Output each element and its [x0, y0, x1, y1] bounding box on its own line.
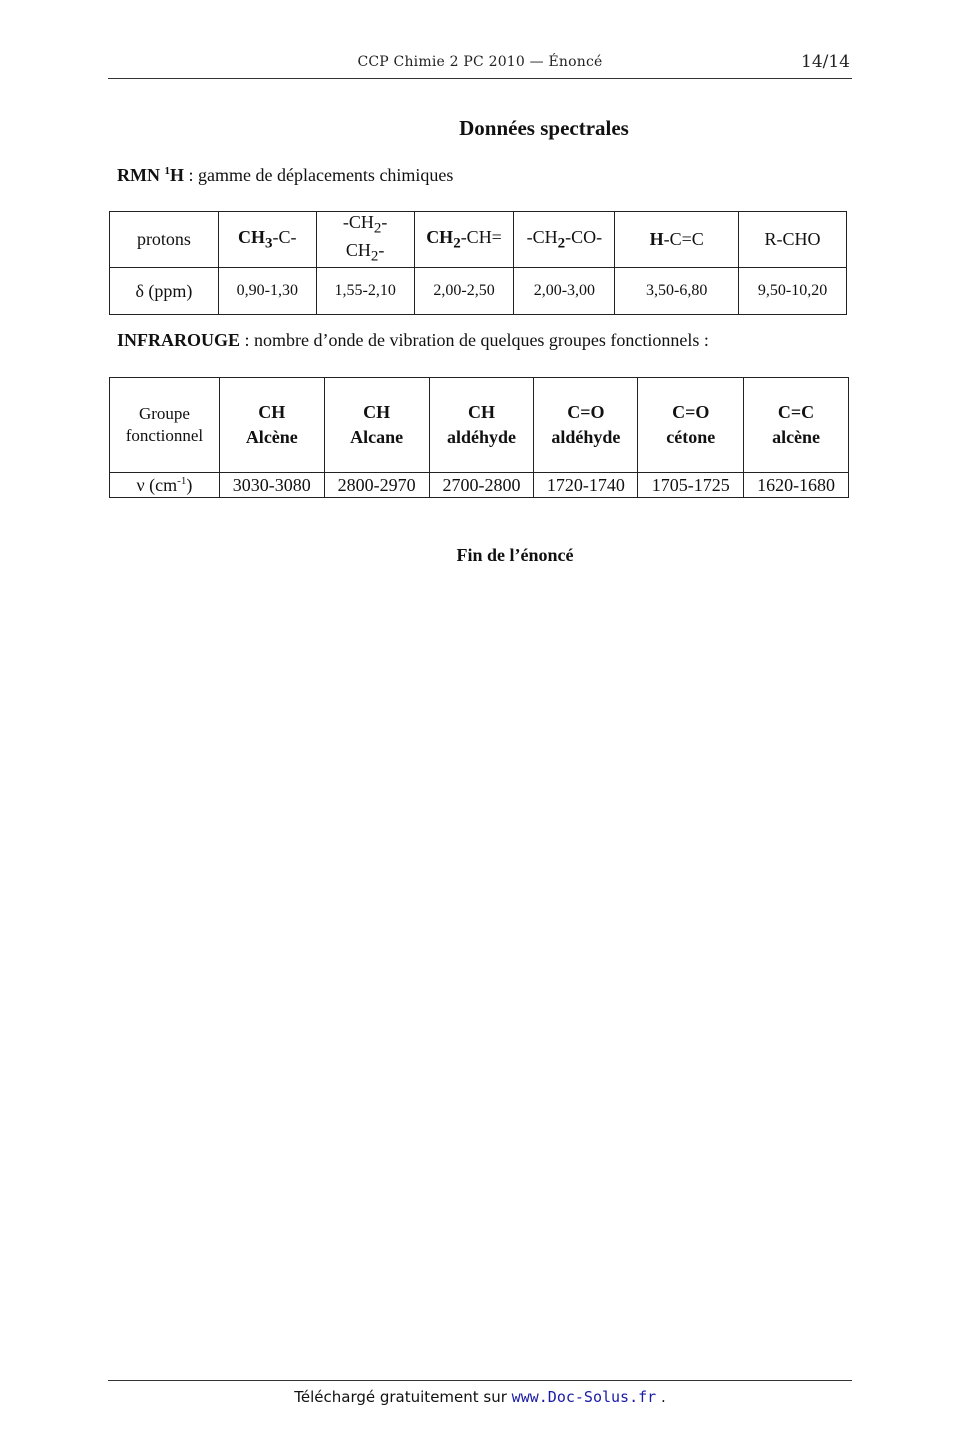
row-label-protons: protons — [110, 212, 219, 268]
rmn-caption-text: : gamme de déplacements chimiques — [184, 165, 454, 185]
proton-cell: $CH_2-CH=$ — [414, 212, 514, 268]
page-number: 14/14 — [801, 52, 850, 72]
wavenumber-cell: 2800-2970 — [324, 473, 429, 498]
footer — [0, 1388, 960, 1406]
rmn-caption-element: H — [170, 165, 185, 185]
row-label-wavenumber: ν $(cm^{-1})$ — [110, 473, 220, 498]
ir-caption — [117, 330, 709, 351]
rmn-caption-isotope: 1 — [164, 165, 170, 177]
delta-cell: 0,90-1,30 — [218, 268, 316, 315]
wavenumber-cell: 3030-3080 — [219, 473, 324, 498]
delta-cell: 2,00-3,00 — [514, 268, 615, 315]
delta-cell: 2,00-2,50 — [414, 268, 514, 315]
rmn-caption — [117, 165, 453, 186]
ir-caption-label: INFRAROUGE — [117, 330, 241, 350]
table-row — [110, 378, 849, 473]
footer-link[interactable]: www.Doc-Solus.fr — [511, 1388, 657, 1406]
row-label-delta: δ (ppm) — [110, 268, 219, 315]
table-row — [110, 268, 847, 315]
end-note: Fin de l’énoncé — [456, 545, 574, 565]
proton-cell: $CH_3-C-$ — [218, 212, 316, 268]
proton-cell: $-CH_2-$ $CH_2-$ — [316, 212, 414, 268]
ir-table — [109, 377, 849, 498]
group-cell: C=C alcène — [744, 378, 849, 473]
wavenumber-cell: 1720-1740 — [534, 473, 638, 498]
delta-cell: 3,50-6,80 — [615, 268, 739, 315]
footer-trail: . — [656, 1388, 666, 1406]
proton-cell: $-CH_2-CO-$ — [514, 212, 615, 268]
proton-cell: R-CHO — [739, 212, 847, 268]
delta-cell: 9,50-10,20 — [739, 268, 847, 315]
section-title: Données spectrales — [459, 116, 629, 140]
table-row — [110, 212, 847, 268]
delta-cell: 1,55-2,10 — [316, 268, 414, 315]
running-title: CCP Chimie 2 PC 2010 — Énoncé — [357, 54, 603, 70]
row-label-group: Groupe fonctionnel — [110, 378, 220, 473]
wavenumber-cell: 1705-1725 — [638, 473, 744, 498]
group-cell: CH Alcène — [219, 378, 324, 473]
ir-caption-text: : nombre d’onde de vibration de quelques groupes fonctionnels : — [240, 330, 709, 350]
rmn-caption-label: RMN — [117, 165, 160, 185]
footer-text: Téléchargé gratuitement sur — [294, 1388, 512, 1406]
group-cell: C=O aldéhyde — [534, 378, 638, 473]
footer-divider — [108, 1380, 852, 1381]
group-cell: CH aldéhyde — [429, 378, 534, 473]
group-cell: CH Alcane — [324, 378, 429, 473]
running-header — [108, 52, 852, 79]
proton-cell: H-C=C — [615, 212, 739, 268]
wavenumber-cell: 1620-1680 — [744, 473, 849, 498]
table-row — [110, 473, 849, 498]
wavenumber-cell: 2700-2800 — [429, 473, 534, 498]
group-cell: C=O cétone — [638, 378, 744, 473]
rmn-table — [109, 211, 847, 315]
